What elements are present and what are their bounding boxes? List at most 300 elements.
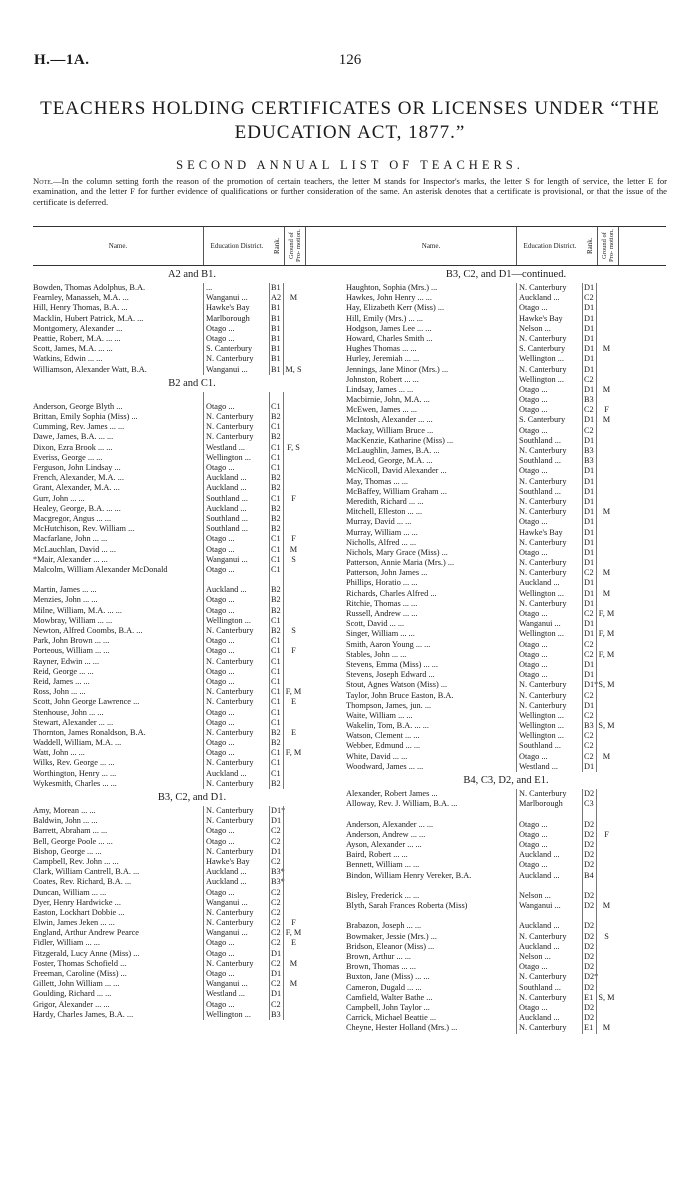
table-row: [33, 969, 351, 979]
teacher-name: Hawkes, John Henry ... ...: [346, 293, 432, 303]
header-ground: Ground of Pro- motion.: [598, 227, 619, 265]
teacher-name: Hurley, Jeremiah ... ...: [346, 354, 420, 364]
table-row: [346, 789, 666, 799]
teacher-name: McEwen, James ... ...: [346, 405, 417, 415]
rank: C1: [269, 422, 283, 432]
rank: C1: [269, 616, 283, 626]
education-district: N. Canterbury: [203, 626, 269, 636]
table-row: [33, 979, 351, 989]
promotion-ground: F: [283, 494, 303, 504]
education-district: Otago ...: [516, 548, 582, 558]
teacher-name: Stables, John ... ...: [346, 649, 407, 659]
promotion-ground: [283, 837, 303, 847]
rank: B1: [269, 303, 283, 313]
education-district: Otago ...: [203, 938, 269, 948]
rank: C2: [582, 752, 596, 762]
table-row: [346, 983, 666, 993]
table-row: [346, 395, 666, 405]
table-row: [346, 334, 666, 344]
education-district: N. Canterbury: [516, 558, 582, 568]
rank: D1: [584, 558, 595, 568]
rank: C2: [269, 837, 283, 847]
left-table-body: [33, 267, 351, 1020]
education-district: Wellington ...: [203, 1010, 269, 1020]
table-row: [346, 528, 666, 538]
rank: D1: [584, 700, 595, 710]
rank: D1: [584, 761, 595, 771]
table-row: [346, 1023, 666, 1033]
rank: [269, 392, 283, 402]
teacher-name: Bisley, Frederick ... ...: [346, 890, 420, 900]
rank: B2: [269, 473, 283, 483]
promotion-ground: [283, 354, 303, 364]
promotion-ground: F: [283, 534, 303, 544]
promotion-ground: [283, 816, 303, 826]
section-heading: A2 and B1.: [167, 269, 217, 280]
teacher-name: Hardy, Charles James, B.A. ...: [33, 1009, 134, 1019]
education-district: Auckland ...: [203, 473, 269, 483]
promotion-ground: M: [596, 415, 616, 425]
header-district: Education District.: [516, 227, 583, 265]
education-district: Otago ...: [203, 708, 269, 718]
teacher-name: Camfield, Walter Bathe ...: [346, 992, 433, 1002]
education-district: Otago ...: [203, 949, 269, 959]
teacher-name: Cameron, Dugald ... ...: [346, 982, 422, 992]
section-heading: B2 and C1.: [168, 377, 216, 389]
table-row: [33, 657, 351, 667]
table-row: [33, 463, 351, 473]
teacher-name: Anderson, Andrew ... ...: [346, 829, 426, 839]
teacher-name: Thornton, James Ronaldson, B.A.: [33, 727, 146, 737]
table-row: [33, 473, 351, 483]
promotion-ground: S, M: [596, 680, 616, 690]
table-row: [33, 718, 351, 728]
education-district: Wellington ...: [516, 731, 582, 741]
promotion-ground: M: [596, 752, 616, 762]
table-row: [346, 609, 666, 619]
education-district: Hawke's Bay: [516, 528, 582, 538]
table-row: [33, 534, 351, 544]
teacher-name: Wilks, Rev. George ... ...: [33, 758, 115, 768]
education-district: Auckland ...: [516, 578, 582, 588]
promotion-ground: [596, 548, 616, 558]
rank: D1: [584, 629, 595, 639]
promotion-ground: [283, 677, 303, 687]
promotion-ground: [283, 779, 303, 789]
rank: B4: [582, 871, 596, 891]
promotion-ground: F: [283, 918, 303, 928]
education-district: Otago ...: [203, 463, 269, 473]
teacher-name: Gurr, John ... ...: [33, 493, 85, 503]
teacher-name: Anderson, Alexander ... ...: [346, 819, 434, 829]
education-district: N. Canterbury: [203, 354, 269, 364]
promotion-ground: [283, 1000, 303, 1010]
rank: D2: [584, 789, 595, 798]
rank: D1: [584, 303, 595, 313]
table-row: [346, 375, 666, 385]
teacher-name: Worthington, Henry ... ...: [33, 768, 117, 778]
rank: C1: [269, 758, 283, 768]
promotion-ground: [596, 983, 616, 993]
teacher-name: Patterson, Annie Maria (Mrs.) ...: [346, 558, 455, 568]
table-row: [346, 548, 666, 558]
teacher-name: Smith, Aaron Young ... ...: [346, 639, 431, 649]
rank: C3: [582, 799, 596, 819]
table-row: [33, 938, 351, 948]
promotion-ground: F, M: [596, 629, 616, 639]
teacher-name: Malcolm, William Alexander McDonald: [33, 564, 168, 574]
promotion-ground: [596, 871, 616, 891]
rank: D1: [584, 323, 595, 333]
education-district: N. Canterbury: [516, 334, 582, 344]
note-text: —In the column setting forth the reason of the promotion of certain teachers, the letter M stands for Inspector's marks, the letter S for length of service, the letter E for examination, and the letter F for further evidence of qualifications or further consideration of the same. An asterisk denotes that a certificate is provisional, or that the issue of the certificate is deferred.: [33, 176, 667, 207]
rank: D1: [584, 283, 595, 292]
teacher-name: Grigor, Alexander ... ...: [33, 999, 110, 1009]
education-district: Wellington ...: [516, 721, 582, 731]
rank: C1: [269, 687, 283, 697]
table-row: [346, 952, 666, 962]
teacher-name: Hay, Elizabeth Kerr (Miss) ...: [346, 303, 445, 313]
rank: C2: [582, 741, 596, 751]
rank: D1: [271, 816, 282, 826]
teacher-name: Martin, James ... ...: [33, 585, 97, 595]
teacher-name: Williamson, Alexander Watt, B.A.: [33, 364, 147, 374]
education-district: N. Canterbury: [516, 568, 582, 578]
promotion-ground: [596, 670, 616, 680]
education-district: Otago ...: [203, 334, 269, 344]
education-district: Otago ...: [203, 969, 269, 979]
rank: C2: [582, 293, 596, 303]
promotion-ground: [283, 524, 303, 534]
table-row: [346, 324, 666, 334]
table-row: [346, 860, 666, 870]
teacher-name: Duncan, William ... ...: [33, 887, 107, 897]
rank: C1: [269, 443, 283, 453]
promotion-ground: [283, 867, 303, 877]
rank: C2: [269, 938, 283, 948]
rank: D1: [584, 333, 595, 343]
promotion-ground: [596, 860, 616, 870]
teacher-name: Goulding, Richard ... ...: [33, 989, 112, 999]
table-row: [346, 405, 666, 415]
rank: D1: [584, 496, 595, 506]
education-district: S. Canterbury: [516, 344, 582, 354]
teacher-name: Anderson, George Blyth ...: [33, 401, 123, 411]
teacher-name: Elwin, James Jeken ... ...: [33, 918, 115, 928]
education-district: N. Canterbury: [516, 507, 582, 517]
teacher-name: Bell, George Poole ... ...: [33, 836, 113, 846]
education-district: Otago ...: [203, 677, 269, 687]
promotion-ground: [283, 738, 303, 748]
promotion-ground: M: [283, 959, 303, 969]
rank: D1: [584, 578, 595, 588]
table-row: [346, 497, 666, 507]
promotion-ground: E: [283, 728, 303, 738]
promotion-ground: [283, 718, 303, 728]
rank: D1: [584, 476, 595, 486]
promotion-ground: [283, 606, 303, 616]
education-district: N. Canterbury: [203, 908, 269, 918]
promotion-ground: [596, 1003, 616, 1013]
promotion-ground: F, M: [596, 609, 616, 619]
promotion-ground: [283, 303, 303, 313]
table-row: [33, 908, 351, 918]
rank: C2: [582, 426, 596, 436]
promotion-ground: [283, 708, 303, 718]
table-row: [33, 989, 351, 999]
promotion-ground: F: [596, 405, 616, 415]
table-row: [33, 453, 351, 463]
promotion-ground: [596, 660, 616, 670]
teacher-name: Montgomery, Alexander ...: [33, 323, 123, 333]
table-row: [33, 494, 351, 504]
rank: B2: [269, 585, 283, 595]
promotion-ground: [283, 283, 303, 293]
table-row: [33, 514, 351, 524]
education-district: S. Canterbury: [516, 415, 582, 425]
header-rank: Rank.: [270, 227, 285, 265]
page-header: [34, 52, 666, 72]
table-row: [33, 365, 351, 375]
teacher-name: Bishop, George ... ...: [33, 846, 102, 856]
promotion-ground: M: [283, 545, 303, 555]
rank: D2: [582, 901, 596, 921]
rank: D2*: [584, 972, 599, 982]
rank: C1: [269, 453, 283, 463]
education-district: Auckland ...: [203, 769, 269, 779]
education-district: Auckland ...: [203, 504, 269, 514]
education-district: Auckland ...: [516, 942, 582, 952]
education-district: Wanganui ...: [203, 555, 269, 565]
education-district: ...: [203, 283, 269, 293]
teacher-name: Watkins, Edwin ... ...: [33, 354, 103, 364]
education-district: N. Canterbury: [516, 680, 582, 690]
rank: C2: [269, 918, 283, 928]
rank: B2: [269, 483, 283, 493]
rank: D2: [584, 1002, 595, 1012]
education-district: Otago ...: [203, 837, 269, 847]
table-row: [33, 867, 351, 877]
education-district: Otago ...: [516, 962, 582, 972]
section-heading: B3, C2, and D1—continued.: [445, 269, 567, 280]
education-district: Otago ...: [203, 1000, 269, 1010]
teacher-name: Fearnley, Manasseh, M.A. ...: [33, 293, 129, 303]
education-district: Otago ...: [203, 888, 269, 898]
table-row: [346, 487, 666, 497]
education-district: Otago ...: [203, 738, 269, 748]
rank: C2: [582, 568, 596, 578]
rank: B2: [269, 606, 283, 616]
education-district: N. Canterbury: [203, 657, 269, 667]
promotion-ground: [596, 972, 616, 982]
page-number: 126: [338, 52, 362, 68]
teacher-name: McLaughlin, James, B.A. ...: [346, 446, 440, 455]
teacher-name: Campbell, John Taylor ...: [346, 1002, 430, 1012]
promotion-ground: S: [596, 932, 616, 942]
promotion-ground: [596, 789, 616, 799]
promotion-ground: F, S: [283, 443, 303, 453]
table-row: [33, 677, 351, 687]
promotion-ground: S, M: [596, 721, 616, 731]
table-row: [346, 599, 666, 609]
teacher-name: Brown, Arthur ... ...: [346, 952, 411, 962]
promotion-ground: [283, 514, 303, 524]
teacher-name: Alexander, Robert James ...: [346, 789, 438, 798]
promotion-ground: F, M: [283, 687, 303, 697]
promotion-ground: M: [596, 507, 616, 517]
rank: C1: [269, 555, 283, 565]
teacher-name: Watson, Clement ... ...: [346, 731, 420, 741]
promotion-ground: [283, 969, 303, 979]
promotion-ground: [596, 314, 616, 324]
teacher-name: Waddell, William, M.A. ...: [33, 738, 122, 748]
promotion-ground: S: [283, 555, 303, 565]
education-district: Otago ...: [203, 324, 269, 334]
education-district: Otago ...: [516, 860, 582, 870]
teacher-name: Ferguson, John Lindsay ...: [33, 463, 121, 472]
education-district: N. Canterbury: [203, 422, 269, 432]
table-row: [33, 606, 351, 616]
education-district: N. Canterbury: [516, 932, 582, 942]
rank: B2: [269, 626, 283, 636]
rank: B2: [269, 595, 283, 605]
education-district: N. Canterbury: [203, 816, 269, 826]
education-district: Wanganui ...: [516, 901, 582, 921]
table-row: [33, 758, 351, 768]
header-ground: Ground of Pro- motion.: [285, 227, 306, 265]
table-row: [33, 928, 351, 938]
teacher-name: Cumming, Rev. James ... ...: [33, 422, 125, 432]
education-district: N. Canterbury: [203, 687, 269, 697]
page-title: TEACHERS HOLDING CERTIFICATES OR LICENSES UNDER “THE EDUCATION ACT, 1877.”: [40, 98, 660, 143]
table-row: [346, 619, 666, 629]
table-row: [346, 477, 666, 487]
table-row: [346, 871, 666, 891]
teacher-name: Fitzgerald, Lucy Anne (Miss) ...: [33, 948, 140, 958]
rank: E1: [582, 1023, 596, 1033]
education-district: N. Canterbury: [203, 959, 269, 969]
rank: D1: [584, 537, 595, 547]
table-row: [346, 752, 666, 762]
promotion-ground: [283, 758, 303, 768]
promotion-ground: [596, 599, 616, 609]
education-district: Westland ...: [203, 989, 269, 999]
education-district: Southland ...: [516, 456, 582, 466]
promotion-ground: [596, 456, 616, 466]
promotion-ground: F: [596, 830, 616, 840]
teacher-name: Mowbray, William ... ...: [33, 615, 113, 625]
table-row: [33, 779, 351, 789]
table-row: [346, 670, 666, 680]
teacher-name: Dawe, James, B.A. ... ...: [33, 432, 114, 442]
promotion-ground: [596, 731, 616, 741]
teacher-name: Campbell, Rev. John ... ...: [33, 856, 119, 866]
teacher-name: McHutchison, Rev. William ...: [33, 524, 135, 534]
education-district: N. Canterbury: [516, 477, 582, 487]
table-row: [33, 616, 351, 626]
promotion-ground: [283, 616, 303, 626]
education-district: Otago ...: [203, 545, 269, 555]
promotion-ground: [596, 840, 616, 850]
table-row: [346, 568, 666, 578]
table-row: [33, 857, 351, 867]
teacher-name: Jennings, Jane Minor (Mrs.) ...: [346, 364, 449, 374]
promotion-ground: [596, 466, 616, 476]
rank: D1: [584, 670, 595, 680]
teacher-name: Brabazon, Joseph ... ...: [346, 921, 422, 931]
rank: B1: [269, 365, 283, 375]
promotion-ground: F, M: [283, 748, 303, 758]
promotion-ground: M, S: [283, 365, 303, 375]
rank: D2: [584, 829, 595, 839]
teacher-name: Scott, David ... ...: [346, 619, 405, 629]
rank: C1: [269, 748, 283, 758]
promotion-ground: [596, 324, 616, 334]
teacher-name: Reid, James ... ...: [33, 676, 90, 686]
rank: D2: [584, 850, 595, 860]
promotion-ground: [283, 667, 303, 677]
header-district: Education District.: [203, 227, 270, 265]
teacher-name: French, Alexander, M.A. ...: [33, 473, 124, 483]
table-row: [33, 918, 351, 928]
promotion-ground: [283, 657, 303, 667]
rank: B1: [269, 344, 283, 354]
teacher-name: Blyth, Sarah Frances Roberta (Miss): [346, 901, 468, 911]
teacher-name: Macklin, Hubert Patrick, M.A. ...: [33, 313, 144, 323]
teacher-name: Johnston, Robert ... ...: [346, 374, 419, 384]
promotion-ground: S, M: [596, 993, 616, 1003]
education-district: Otago ...: [516, 395, 582, 405]
promotion-ground: [596, 436, 616, 446]
promotion-ground: [596, 334, 616, 344]
table-row: [33, 555, 351, 565]
rank: C1: [269, 402, 283, 412]
education-district: Otago ...: [203, 646, 269, 656]
promotion-ground: [596, 558, 616, 568]
rank: C2: [582, 731, 596, 741]
rank: D2: [584, 931, 595, 941]
education-district: N. Canterbury: [203, 432, 269, 442]
table-row: [33, 283, 351, 293]
rank: B2: [269, 504, 283, 514]
table-row: [346, 446, 666, 456]
education-district: Wanganui ...: [203, 365, 269, 375]
teacher-name: Foster, Thomas Schofield ...: [33, 958, 127, 968]
promotion-ground: [596, 354, 616, 364]
table-row: [33, 738, 351, 748]
teacher-name: Peattie, Robert, M.A. ... ...: [33, 333, 121, 343]
rank: B1: [269, 314, 283, 324]
education-district: Southland ...: [203, 524, 269, 534]
education-district: Otago ...: [516, 385, 582, 395]
table-row: [33, 697, 351, 707]
promotion-ground: [596, 820, 616, 830]
table-row: [346, 850, 666, 860]
table-row: [33, 769, 351, 779]
promotion-ground: [283, 344, 303, 354]
rank: D1: [584, 588, 595, 598]
header-rank: Rank.: [583, 227, 598, 265]
rank: C1: [269, 667, 283, 677]
rank: C2: [269, 1000, 283, 1010]
teacher-name: Nichols, Mary Grace (Miss) ...: [346, 547, 448, 557]
rank: C2: [582, 640, 596, 650]
teacher-name: Macbirnie, John, M.A. ...: [346, 395, 430, 405]
education-district: [203, 392, 269, 402]
education-district: Wellington ...: [516, 354, 582, 364]
education-district: Southland ...: [516, 487, 582, 497]
table-row: [33, 303, 351, 313]
